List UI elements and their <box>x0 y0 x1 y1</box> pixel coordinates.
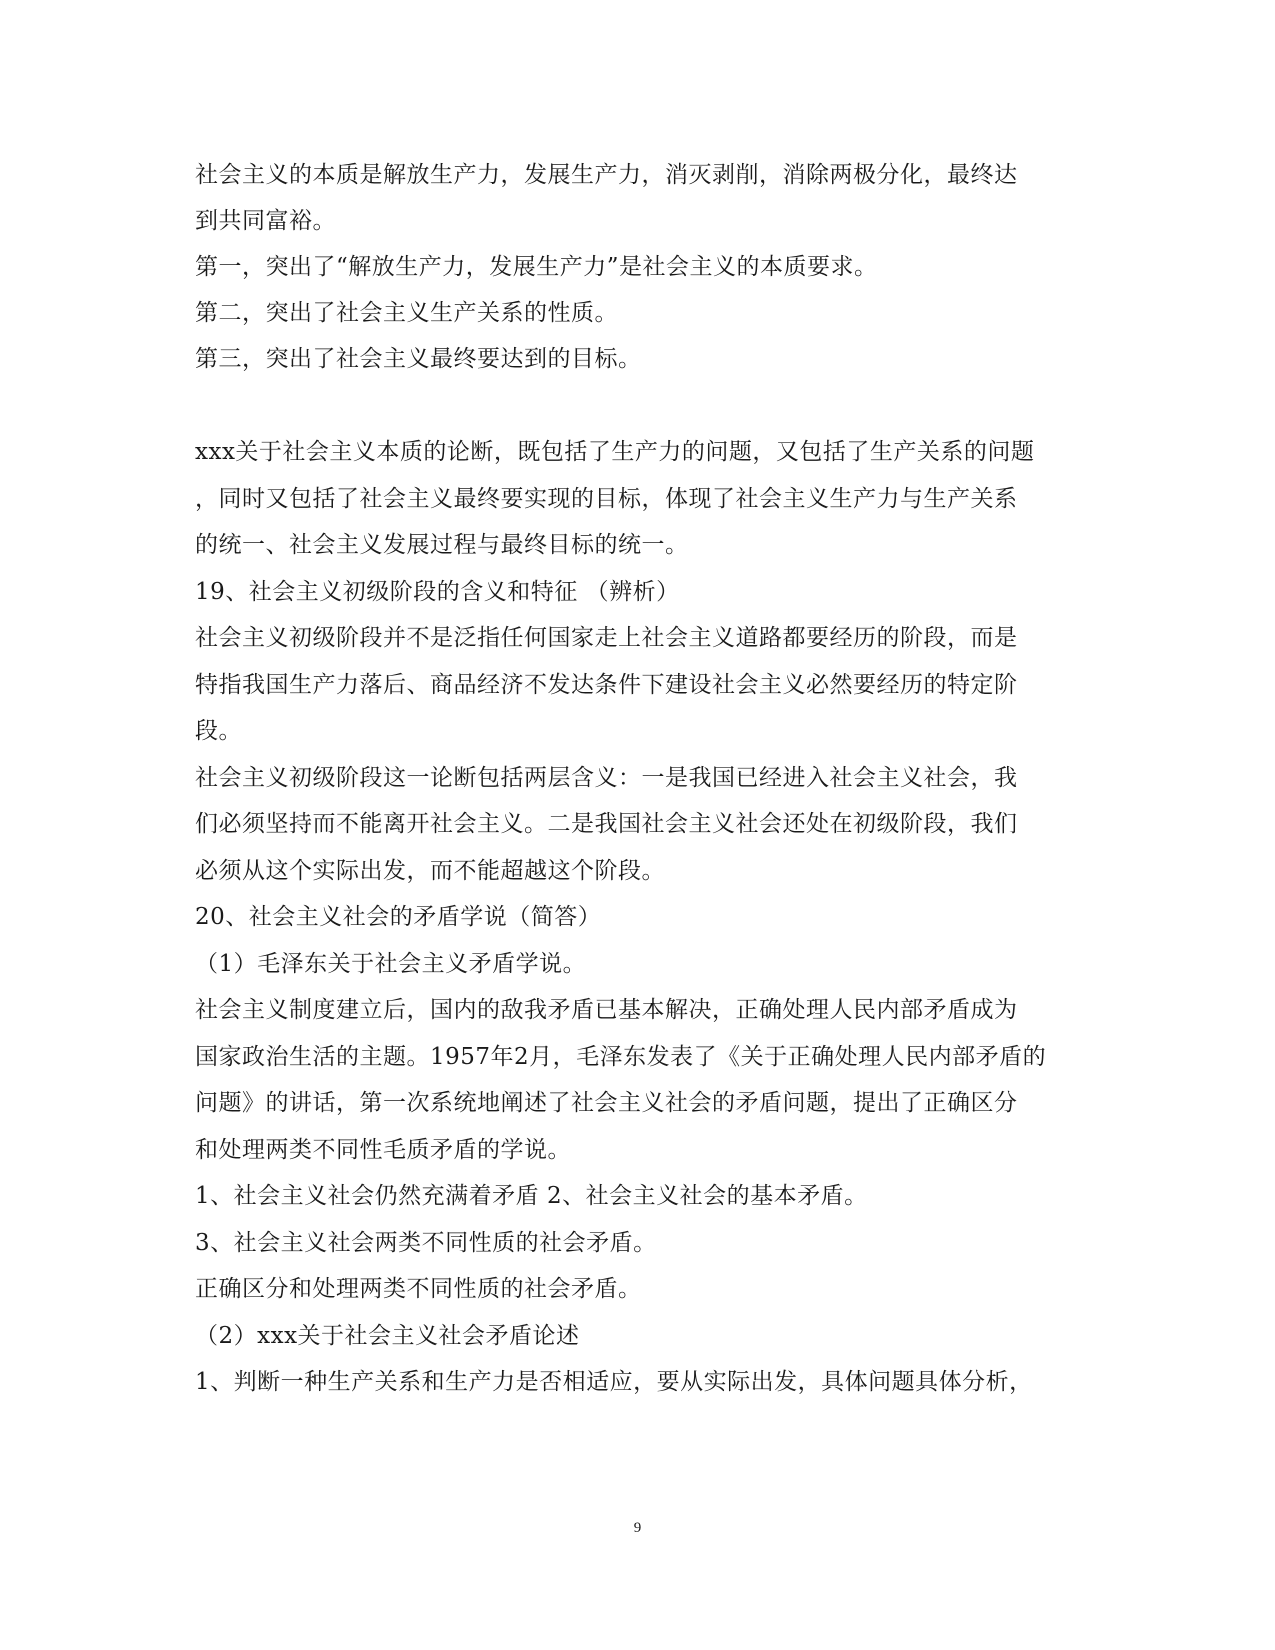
text-line: 国家政治生活的主题。1957年2月，毛泽东发表了《关于正确处理人民内部矛盾的 <box>195 1044 1047 1070</box>
text-line: 社会主义初级阶段并不是泛指任何国家走上社会主义道路都要经历的阶段，而是 <box>195 625 1018 651</box>
text-line: 正确区分和处理两类不同性质的社会矛盾。 <box>195 1276 642 1302</box>
text-line: 段。 <box>195 718 242 744</box>
text-line: 社会主义制度建立后，国内的敌我矛盾已基本解决，正确处理人民内部矛盾成为 <box>195 997 1018 1023</box>
text-line: 1、社会主义社会仍然充满着矛盾 2、社会主义社会的基本矛盾。 <box>195 1183 868 1209</box>
text-line: 社会主义的本质是解放生产力，发展生产力，消灭剥削，消除两极分化，最终达 <box>195 162 1018 188</box>
text-line: 社会主义初级阶段这一论断包括两层含义：一是我国已经进入社会主义社会，我 <box>195 765 1018 791</box>
page-number: 9 <box>633 1520 642 1536</box>
text-line: 特指我国生产力落后、商品经济不发达条件下建设社会主义必然要经历的特定阶 <box>195 672 1018 698</box>
text-line: 的统一、社会主义发展过程与最终目标的统一。 <box>195 532 689 558</box>
text-line: 必须从这个实际出发，而不能超越这个阶段。 <box>195 858 665 884</box>
text-line: 们必须坚持而不能离开社会主义。二是我国社会主义社会还处在初级阶段，我们 <box>195 811 1018 837</box>
text-line: 第二，突出了社会主义生产关系的性质。 <box>195 300 618 326</box>
section-heading: 20、社会主义社会的矛盾学说（简答） <box>195 904 602 930</box>
text-line: xxx关于社会主义本质的论断，既包括了生产力的问题，又包括了生产关系的问题 <box>195 439 1035 465</box>
text-line: 到共同富裕。 <box>195 208 336 234</box>
text-line: 3、社会主义社会两类不同性质的社会矛盾。 <box>195 1230 657 1256</box>
subsection-heading: （1）毛泽东关于社会主义矛盾学说。 <box>195 951 587 977</box>
text-line: 1、判断一种生产关系和生产力是否相适应，要从实际出发，具体问题具体分析， <box>195 1369 1033 1395</box>
text-line: 第三，突出了社会主义最终要达到的目标。 <box>195 346 642 372</box>
text-line: 和处理两类不同性毛质矛盾的学说。 <box>195 1137 571 1163</box>
subsection-heading: （2）xxx关于社会主义社会矛盾论述 <box>195 1323 580 1349</box>
text-line: 第一，突出了“解放生产力，发展生产力”是社会主义的本质要求。 <box>195 254 878 280</box>
text-line: ，同时又包括了社会主义最终要实现的目标，体现了社会主义生产力与生产关系 <box>195 486 1018 512</box>
section-heading: 19、社会主义初级阶段的含义和特征 （辨析） <box>195 579 680 605</box>
text-line: 问题》的讲话，第一次系统地阐述了社会主义社会的矛盾问题，提出了正确区分 <box>195 1090 1018 1116</box>
